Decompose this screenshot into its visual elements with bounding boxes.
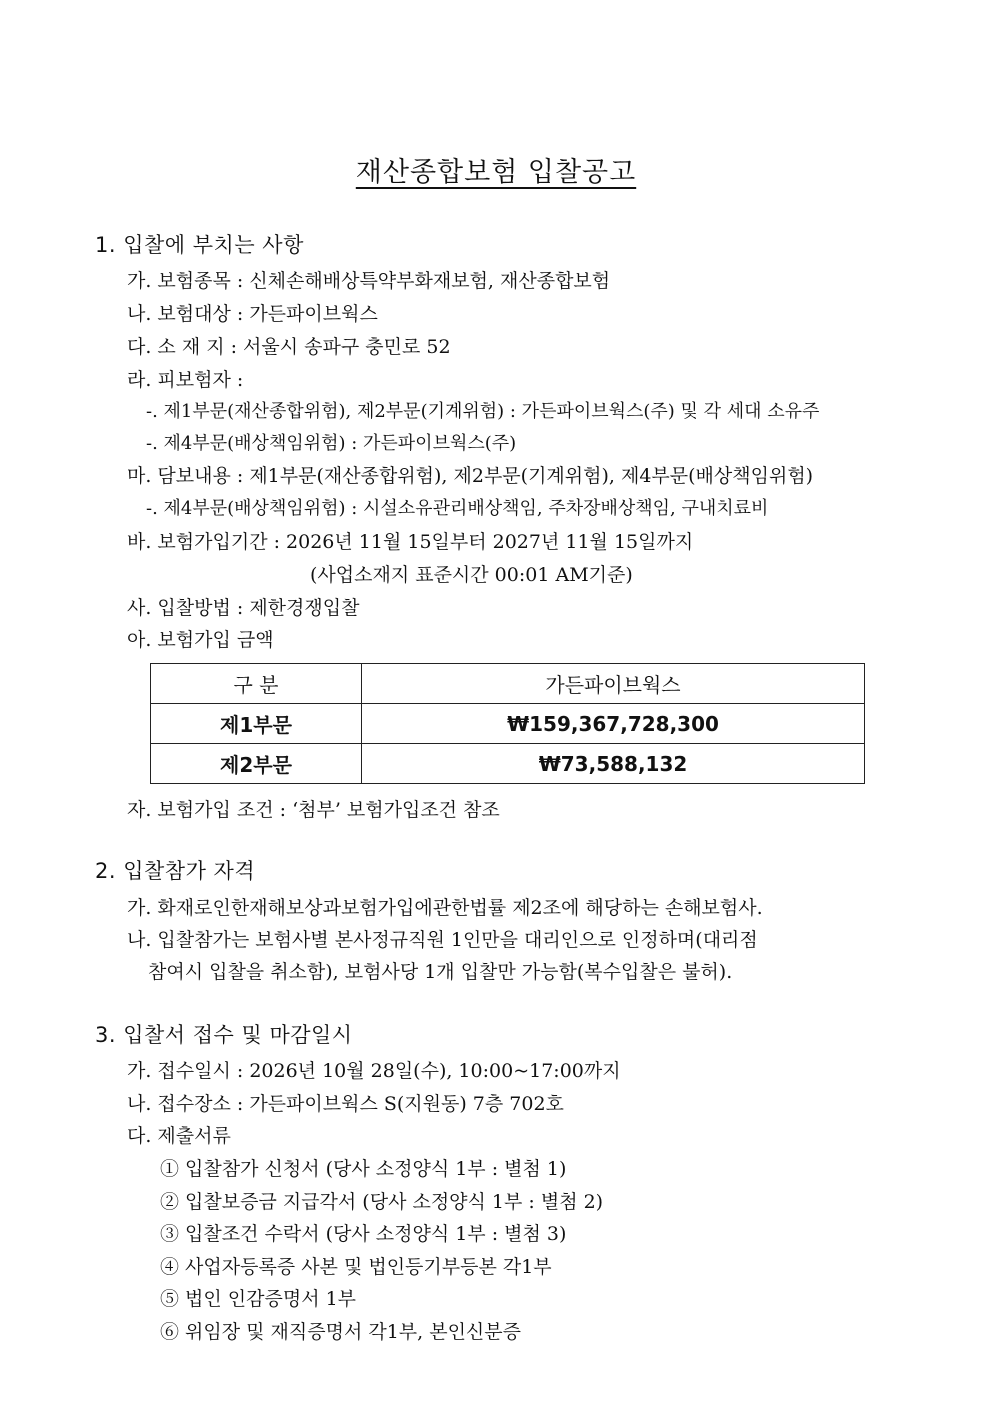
item-insured-sub-1: -. 제1부문(재산종합위험), 제2부문(기계위험) : 가든파이브웍스(주) 및 각 세대 소유주 [146,401,820,422]
table-cell-label: 제2부문 [151,744,362,784]
item-conditions: 자. 보험가입 조건 : ‘첨부’ 보험가입조건 참조 [127,799,500,821]
table-header-cell: 가든파이브웍스 [362,664,865,704]
table-cell-label: 제1부문 [151,704,362,744]
item-period-note: (사업소재지 표준시간 00:01 AM기준) [310,564,633,586]
document-list-item: ④ 사업자등록증 사본 및 법인등기부등본 각1부 [160,1256,552,1278]
item-insurance-target: 나. 보험대상 : 가든파이브웍스 [127,303,378,325]
table-header-row [151,664,865,704]
document-list-item: ② 입찰보증금 지급각서 (당사 소정양식 1부 : 별첨 2) [160,1191,604,1213]
item-location: 다. 소 재 지 : 서울시 송파구 충민로 52 [127,336,451,358]
item-period: 바. 보험가입기간 : 2026년 11월 15일부터 2027년 11월 15일까지 [127,531,694,553]
item-documents: 다. 제출서류 [127,1125,231,1147]
item-receipt-datetime: 가. 접수일시 : 2026년 10월 28일(수), 10:00~17:00까지 [127,1060,621,1082]
insured-amount-table [150,663,865,784]
item-qualification-1: 가. 화재로인한재해보상과보험가입에관한법률 제2조에 해당하는 손해보험사. [127,897,763,919]
item-insurance-type: 가. 보험종목 : 신체손해배상특약부화재보험, 재산종합보험 [127,270,611,292]
item-coverage-sub-1: -. 제4부문(배상책임위험) : 시설소유관리배상책임, 주차장배상책임, 구내치료비 [146,498,769,519]
item-receipt-place: 나. 접수장소 : 가든파이브웍스 S(지원동) 7층 702호 [127,1093,564,1115]
section-2-heading: 2. 입찰참가 자격 [95,859,256,883]
item-coverage: 마. 담보내용 : 제1부문(재산종합위험), 제2부문(기계위험), 제4부문(배상책임위험) [127,465,814,487]
item-qualification-2-cont: 참여시 입찰을 취소함), 보험사당 1개 입찰만 가능함(복수입찰은 불허). [148,961,733,983]
document-list-item: ⑤ 법인 인감증명서 1부 [160,1288,357,1310]
item-bid-method: 사. 입찰방법 : 제한경쟁입찰 [127,597,360,619]
document-list-item: ① 입찰참가 신청서 (당사 소정양식 1부 : 별첨 1) [160,1158,567,1180]
document-list-item: ③ 입찰조건 수락서 (당사 소정양식 1부 : 별첨 3) [160,1223,567,1245]
document-list-item: ⑥ 위임장 및 재직증명서 각1부, 본인신분증 [160,1321,521,1343]
page-title [0,150,992,189]
item-insured: 라. 피보험자 : [127,369,244,391]
table-cell-value: ₩159,367,728,300 [362,704,865,744]
item-qualification-2: 나. 입찰참가는 보험사별 본사정규직원 1인만을 대리인으로 인정하며(대리점 [127,929,758,951]
item-insured-sub-2: -. 제4부문(배상책임위험) : 가든파이브웍스(주) [146,433,517,454]
table-row [151,704,865,744]
section-1-heading: 1. 입찰에 부치는 사항 [95,233,304,257]
page-title-text: 재산종합보험 입찰공고 [355,157,637,188]
table-row [151,744,865,784]
section-3-heading: 3. 입찰서 접수 및 마감일시 [95,1023,353,1047]
item-insured-amount: 아. 보험가입 금액 [127,629,274,651]
table-cell-value: ₩73,588,132 [362,744,865,784]
table-header-cell: 구 분 [151,664,362,704]
